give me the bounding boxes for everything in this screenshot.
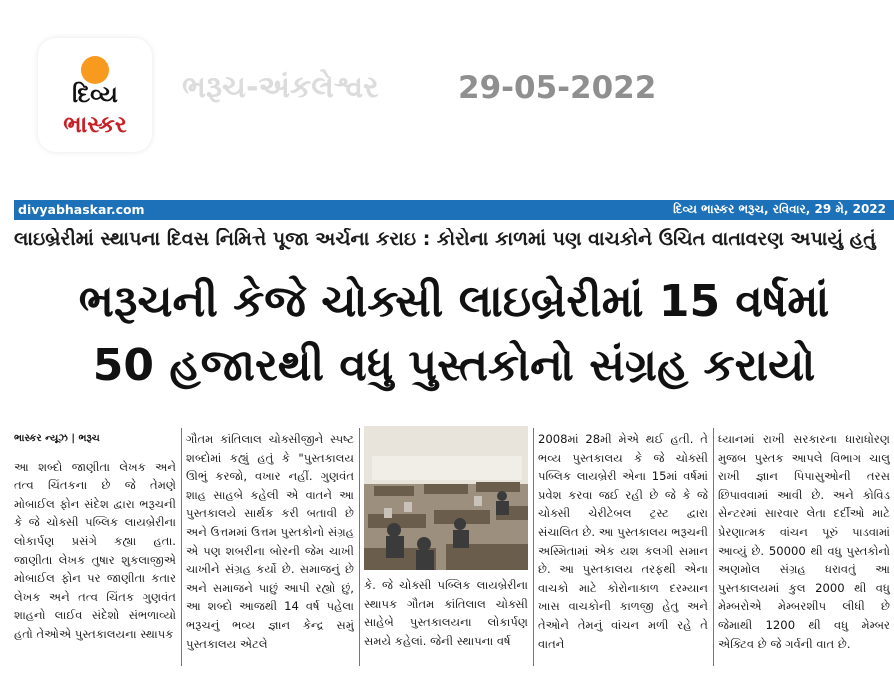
- column-divider: [181, 428, 182, 666]
- column-1-text: આ શબ્દો જાણીતા લેખક અને તત્વ ચિંતકના છે જે તેમણે મોબાઈલ ફોન સંદેશ દ્વારા ભરૂચની કે જે ચોક્સી પબ્લિક લાયબ્રેરીના લોકાર્પણ પ્રસંગે કહ્યા હતા. જાણીતા લેખક તુષાર શુકલાજીએ મોબાઈલ ફોન પર જાણીતા કતાર લેખક અને તત્વ ચિંતક ગુણવંત શાહનો લાઈવ સંદેશો સંભળાવ્યો હતો તેઓએ પુસ્તકાલયના સ્થાપક: [14, 459, 176, 641]
- headline-line-2: 50 હજારથી વધુ પુસ્તકોનો સંગ્રહ કરાયો: [92, 340, 816, 391]
- column-3-text: કે. જે ચોક્સી પબ્લિક લાયબ્રેરીના સ્થાપક ગૌતમ કાંતિલાલ ચોક્સી સાહેબે પુસ્તકાલયના લોકાર્પણ સમયે કહેલાં. જેની સ્થાપના વર્ષ: [364, 578, 528, 648]
- kicker-line: લાઇબ્રેરીમાં સ્થાપના દિવસ નિમિત્તે પૂજા અર્ચના કરાઇ : કોરોના કાળમાં પણ વાચકોને ઉચિત વાતાવરણ અપાયું હતું: [14, 228, 876, 250]
- masthead-bar: [14, 200, 894, 220]
- divya-bhaskar-logo: [38, 38, 152, 152]
- column-divider: [713, 428, 714, 666]
- newspaper-clipping: [14, 200, 894, 674]
- column-4-text: 2008માં 28મી મેએ થઈ હતી. તે ભવ્ય પુસ્તકાલય કે જે ચોક્સી પબ્લિક લાયબ્રેરી એના 15માં વર્ષમાં પ્રવેશ કરવા જઈ રહી છે જે કે જે ચોક્સી ચેરીટેબલ ટ્રસ્ટ દ્વારા સંચાલિત છે. આ પુસ્તકાલય ભરૂચની અસ્મિતામાં એક યશ કલગી સમાન છે. આ પુસ્તકાલય તરફથી એના વાચકો માટે કોરોનાકાળ દરમ્યાન ખાસ વાચકોની કાળજી હેતુ અને તેઓને તેમનું વાંચન મળી રહે તે વાતને: [538, 432, 708, 651]
- article-column-5: [718, 430, 890, 653]
- column-divider: [359, 428, 360, 666]
- column-divider: [533, 428, 534, 666]
- logo-word-divya: દિવ્ય: [72, 82, 118, 108]
- column-2-text: ગૌતમ કાંતિલાલ ચોક્સીજીને સ્પષ્ટ શબ્દોમાં કહ્યું હતું કે "પુસ્તકાલય ઊભું કરજો, વખાર નહીં. ગુણવંત શાહ સાહબે કહેલી એ વાતને આ પુસ્તકાલયે સાર્થક કરી બતાવી છે અને ઉત્તમમાં ઉત્તમ પુસ્તકોનો સંગ્રહ એ પણ શબરીના બોરની જેમ ચાખી ચાખીને સંગ્રહ કર્યો છે. સમાજનું છે અને સમાજને પાછું આપી રહ્યો છું, આ શબ્દો આજથી 14 વર્ષ પહેલા ભરૂચનું ભવ્ય જ્ઞાન કેન્દ્ર સમું પુસ્તકાલય એટલે: [186, 432, 354, 651]
- logo-word-bhaskar: ભાસ્કર: [63, 112, 127, 138]
- headline-line-1: ભરૂચની કેજે ચોક્સી લાઇબ્રેરીમાં 15 વર્ષમાં: [78, 276, 830, 327]
- article-column-1: [14, 430, 176, 644]
- sun-icon: [81, 56, 109, 84]
- article-column-4: [538, 430, 708, 653]
- column-5-text: ધ્યાનમાં રાખી સરકારના ધારાધોરણ મુજબ પુસ્તક આપલે વિભાગ ચાલુ રાખી જ્ઞાન પિપાસુઓની તરસ છિપાવવામાં આવી છે. અને કોવિડ સેન્ટરમાં સારવાર લેતા દર્દીઓ માટે પ્રેરણાત્મક વાંચન પૂરું પાડવામાં આવ્યું છે. 50000 થી વધુ પુસ્તકોનો અણમોલ સંગ્રહ ધરાવતું આ પુસ્તકાલયમાં કુલ 2000 થી વધુ મેમ્બરોએ મેમ્બરશીપ લીધી છે જેમાથી 1200 થી વધુ મેમ્બર એક્ટિવ છે જે ગર્વની વાત છે.: [718, 432, 890, 651]
- masthead-info: દિવ્ય ભાસ્કર ભરૂચ, રવિવાર, 29 મે, 2022: [673, 202, 886, 216]
- edition-date: 29-05-2022: [458, 70, 657, 106]
- article-column-2: [186, 430, 354, 653]
- library-reading-room-photo: [364, 426, 528, 570]
- byline: ભાસ્કર ન્યૂઝ | ભરૂચ: [14, 433, 100, 444]
- edition-name: ભરૂચ-અંકલેશ્વર: [182, 70, 379, 105]
- site-url: divyabhaskar.com: [18, 202, 145, 217]
- article-column-3: [364, 576, 528, 650]
